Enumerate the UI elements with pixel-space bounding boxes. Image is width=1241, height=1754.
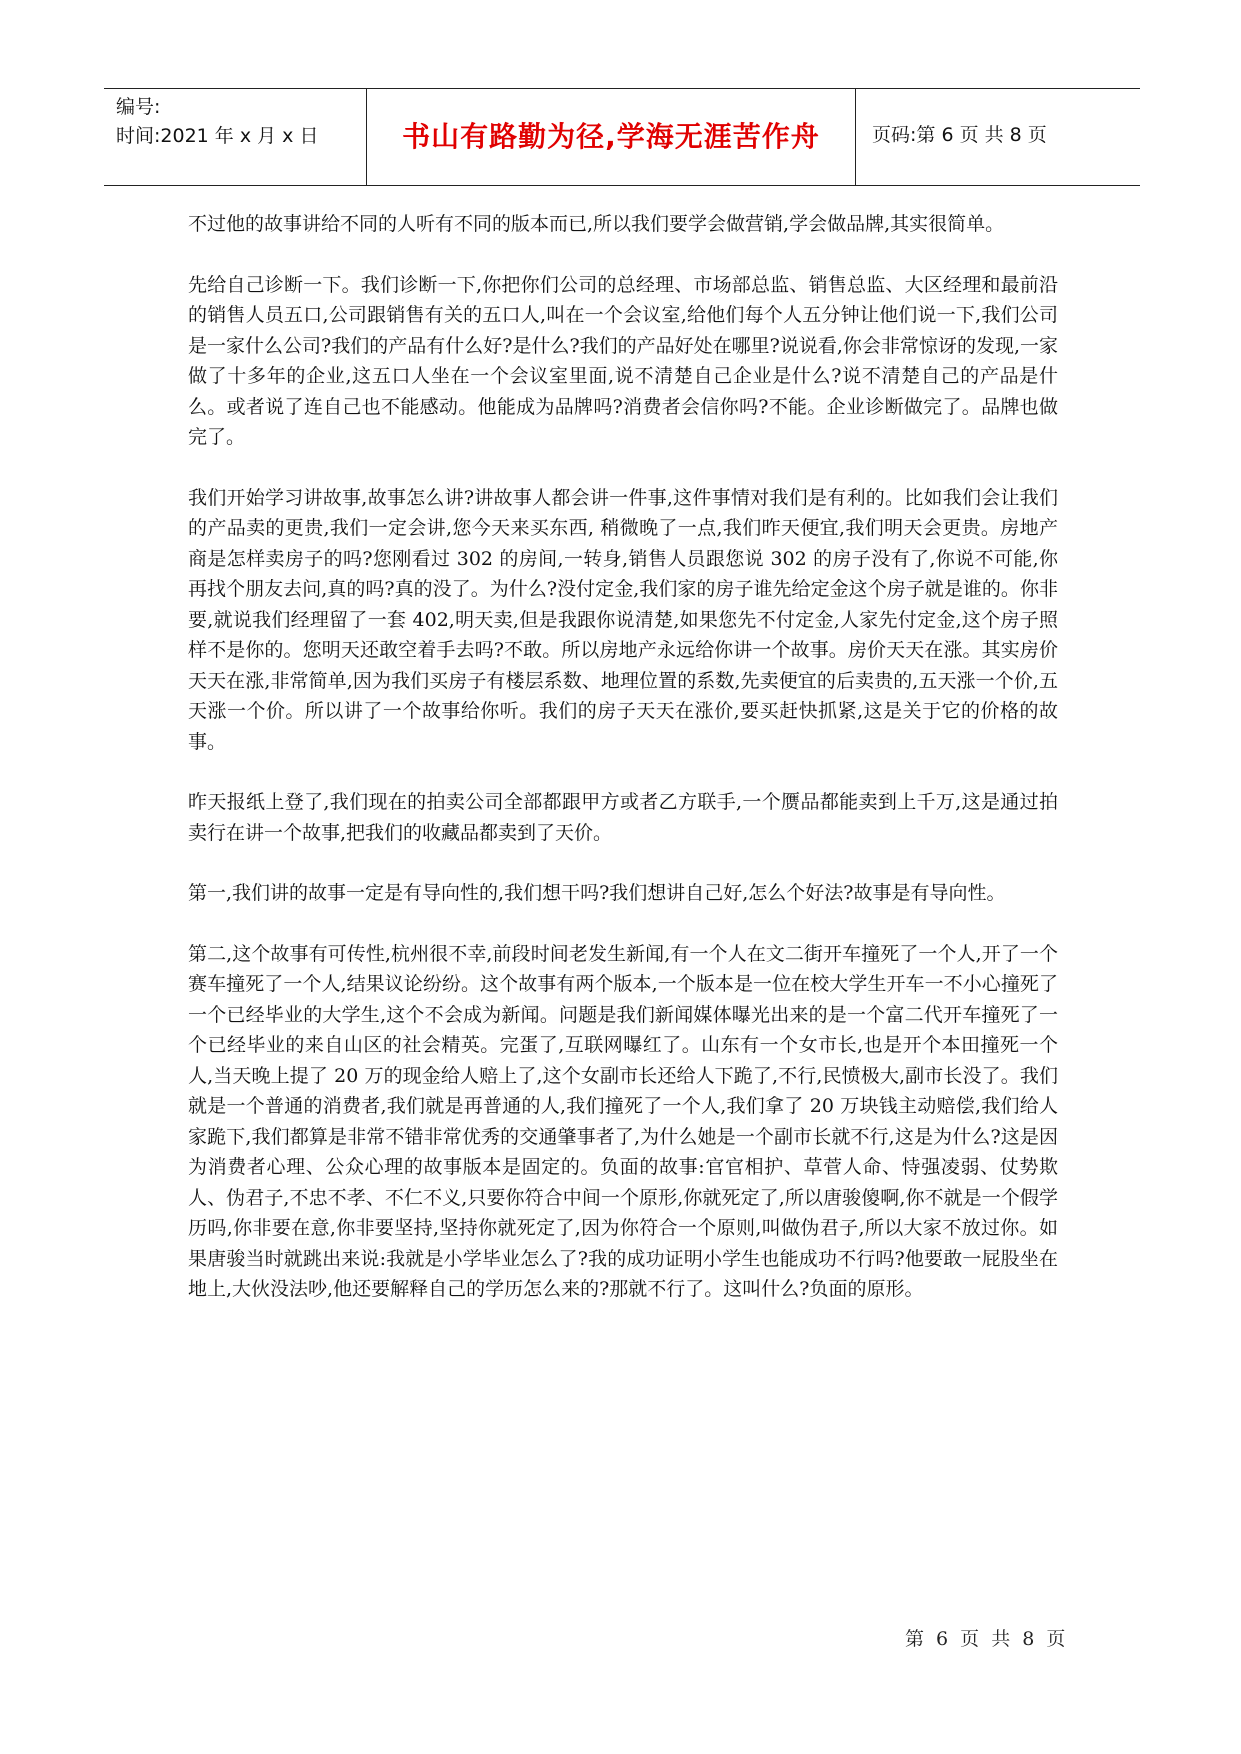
body-paragraph: 先给自己诊断一下。我们诊断一下,你把你们公司的总经理、市场部总监、销售总监、大区经理和最前沿的销售人员五口,公司跟销售有关的五口人,叫在一个会议室,给他们每个人五分钟让他们说一下,我们公司是一家什么公司?我们的产品有什么好?是什么?我们的产品好处在哪里?说说看,你会非常惊讶的发现,一家做了十多年的企业,这五口人坐在一个会议室里面,说不清楚自己企业是什么?说不清楚自己的产品是什么。或者说了连自己也不能感动。他能成为品牌吗?消费者会信你吗?不能。企业诊断做完了。品牌也做完了。 [188,273,1058,448]
body-paragraph: 我们开始学习讲故事,故事怎么讲?讲故事人都会讲一件事,这件事情对我们是有利的。比如我们会让我们的产品卖的更贵,我们一定会讲,您今天来买东西, 稍微晚了一点,我们昨天便宜,我们明天会更贵。房地产商是怎样卖房子的吗?您刚看过 302 的房间,一转身,销售人员跟您说 302 的房子没有了,你说不可能,你再找个朋友去问,真的吗?真的没了。为什么?没付定金,我们家的房子谁先给定金这个房子就是谁的。你非要,就说我们经理留了一套 402,明天卖,但是我跟你说清楚,如果您先不付定金,人家先付定金,这个房子照样不是你的。您明天还敢空着手去吗?不敢。所以房地产永远给你讲一个故事。房价天天在涨。其实房价天天在涨,非常简单,因为我们买房子有楼层系数、地理位置的系数,先卖便宜的后卖贵的,五天涨一个价,五天涨一个价。所以讲了一个故事给你听。我们的房子天天在涨价,要买赶快抓紧,这是关于它的价格的故事。 [188,486,1058,753]
body-paragraph: 第二,这个故事有可传性,杭州很不幸,前段时间老发生新闻,有一个人在文二街开车撞死了一个人,开了一个赛车撞死了一个人,结果议论纷纷。这个故事有两个版本,一个版本是一位在校大学生开车一不小心撞死了一个已经毕业的大学生,这个不会成为新闻。问题是我们新闻媒体曝光出来的是一个富二代开车撞死了一个已经毕业的来自山区的社会精英。完蛋了,互联网曝红了。山东有一个女市长,也是开个本田撞死一个人,当天晚上提了 20 万的现金给人赔上了,这个女副市长还给人下跪了,不行,民愤极大,副市长没了。我们就是一个普通的消费者,我们就是再普通的人,我们撞死了一个人,我们拿了 20 万块钱主动赔偿,我们给人家跪下,我们都算是非常不错非常优秀的交通肇事者了,为什么她是一个副市长就不行,这是为什么?这是因为消费者心理、公众心理的故事版本是固定的。负面的故事:官官相护、草菅人命、恃强凌弱、仗势欺人、伪君子,不忠不孝、不仁不义,只要你符合中间一个原形,你就死定了,所以唐骏傻啊,你不就是一个假学历吗,你非要在意,你非要坚持,坚持你就死定了,因为你符合一个原则,叫做伪君子,所以大家不放过你。如果唐骏当时就跳出来说:我就是小学毕业怎么了?我的成功证明小学生也能成功不行吗?他要敢一屁股坐在地上,大伙没法吵,他还要解释自己的学历怎么来的?那就不行了。这叫什么?负面的原形。 [188,942,1058,1300]
document-number-label: 编号: [116,96,161,118]
body-paragraph: 昨天报纸上登了,我们现在的拍卖公司全部都跟甲方或者乙方联手,一个赝品都能卖到上千万,这是通过拍卖行在讲一个故事,把我们的收藏品都卖到了天价。 [188,791,1058,844]
page-footer: 第 6 页 共 8 页 [905,1628,1069,1650]
body-paragraph: 不过他的故事讲给不同的人听有不同的版本而已,所以我们要学会做营销,学会做品牌,其实很简单。 [188,213,1005,235]
header-page-label: 页码:第 6 页 共 8 页 [872,124,1047,146]
header-motto: 书山有路勤为径,学海无涯苦作舟 [402,120,820,153]
body-paragraph: 第一,我们讲的故事一定是有导向性的,我们想干吗?我们想讲自己好,怎么个好法?故事是有导向性。 [188,882,1006,904]
header-meta [116,93,318,151]
document-time-label: 时间:2021 年 x 月 x 日 [116,125,319,147]
page-header [104,88,1140,186]
header-divider-right [855,89,856,185]
document-body [188,209,1058,1335]
